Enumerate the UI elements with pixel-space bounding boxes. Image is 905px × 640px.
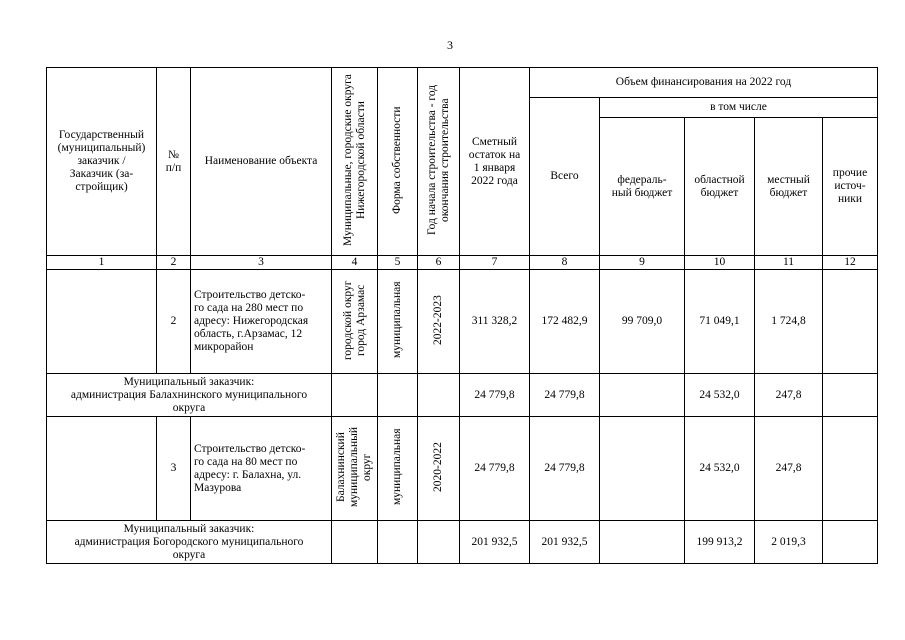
cell-customer-label: Муниципальный заказчик: администрация Богородского муниципального округа	[47, 521, 332, 564]
cell-total: 24 779,8	[530, 417, 600, 521]
cell-estimate: 24 779,8	[460, 417, 530, 521]
cell-num: 3	[157, 417, 191, 521]
col-num: 2	[157, 256, 191, 270]
cell-years	[418, 374, 460, 417]
col-num: 10	[685, 256, 755, 270]
cell-object-name: Строительство детско- го сада на 80 мест по адресу: г. Балахна, ул. Мазурова	[191, 417, 332, 521]
cell-ownership: муниципальная	[378, 270, 418, 374]
header-customer: Государственный (муниципальный) заказчик / Заказчик (за- стройщик)	[47, 68, 157, 256]
header-federal: федераль- ный бюджет	[600, 118, 685, 256]
cell-other	[823, 521, 878, 564]
col-num: 7	[460, 256, 530, 270]
cell-estimate: 311 328,2	[460, 270, 530, 374]
cell-customer	[47, 417, 157, 521]
header-total: Всего	[530, 98, 600, 256]
cell-municipality	[332, 374, 378, 417]
header-municipality: Муниципальные, городские округа Нижегородской области	[332, 68, 378, 256]
cell-total: 172 482,9	[530, 270, 600, 374]
cell-total: 201 932,5	[530, 521, 600, 564]
col-num: 11	[755, 256, 823, 270]
cell-federal	[600, 374, 685, 417]
col-num: 9	[600, 256, 685, 270]
header-row-1	[47, 68, 878, 98]
cell-municipality: городской округ город Арзамас	[332, 270, 378, 374]
cell-regional: 24 532,0	[685, 417, 755, 521]
cell-estimate: 24 779,8	[460, 374, 530, 417]
table-row	[47, 417, 878, 521]
header-object-name: Наименование объекта	[191, 68, 332, 256]
column-numbers-row	[47, 256, 878, 270]
cell-years: 2020-2022	[418, 417, 460, 521]
cell-municipality	[332, 521, 378, 564]
header-estimate: Сметный остаток на 1 января 2022 года	[460, 68, 530, 256]
cell-regional: 71 049,1	[685, 270, 755, 374]
col-num: 4	[332, 256, 378, 270]
table-row	[47, 270, 878, 374]
cell-years	[418, 521, 460, 564]
cell-other	[823, 270, 878, 374]
cell-total: 24 779,8	[530, 374, 600, 417]
cell-ownership	[378, 374, 418, 417]
cell-other	[823, 374, 878, 417]
cell-municipality: Балахнинский муниципальный округ	[332, 417, 378, 521]
cell-regional: 24 532,0	[685, 374, 755, 417]
cell-customer-label: Муниципальный заказчик: администрация Балахнинского муниципального округа	[47, 374, 332, 417]
col-num: 1	[47, 256, 157, 270]
col-num: 8	[530, 256, 600, 270]
cell-federal	[600, 417, 685, 521]
col-num: 3	[191, 256, 332, 270]
cell-local: 1 724,8	[755, 270, 823, 374]
header-funding: Объем финансирования на 2022 год	[530, 68, 878, 98]
cell-local: 247,8	[755, 374, 823, 417]
cell-ownership: муниципальная	[378, 417, 418, 521]
cell-years: 2022-2023	[418, 270, 460, 374]
header-other: прочие источ- ники	[823, 118, 878, 256]
cell-federal: 99 709,0	[600, 270, 685, 374]
cell-num: 2	[157, 270, 191, 374]
header-num: № п/п	[157, 68, 191, 256]
cell-customer	[47, 270, 157, 374]
header-ownership: Форма собственности	[378, 68, 418, 256]
page-number: 3	[447, 38, 453, 52]
col-num: 12	[823, 256, 878, 270]
cell-object-name: Строительство детско- го сада на 280 мест по адресу: Нижегородская область, г.Арзамас, 12 микрорайон	[191, 270, 332, 374]
col-num: 5	[378, 256, 418, 270]
header-regional: областной бюджет	[685, 118, 755, 256]
cell-local: 2 019,3	[755, 521, 823, 564]
cell-federal	[600, 521, 685, 564]
cell-estimate: 201 932,5	[460, 521, 530, 564]
cell-ownership	[378, 521, 418, 564]
header-years: Год начала строительства - год окончания строительства	[418, 68, 460, 256]
header-including: в том числе	[600, 98, 878, 118]
cell-local: 247,8	[755, 417, 823, 521]
cell-regional: 199 913,2	[685, 521, 755, 564]
table-row	[47, 521, 878, 564]
table-row	[47, 374, 878, 417]
col-num: 6	[418, 256, 460, 270]
financing-table	[46, 67, 878, 564]
cell-other	[823, 417, 878, 521]
header-local: местный бюджет	[755, 118, 823, 256]
